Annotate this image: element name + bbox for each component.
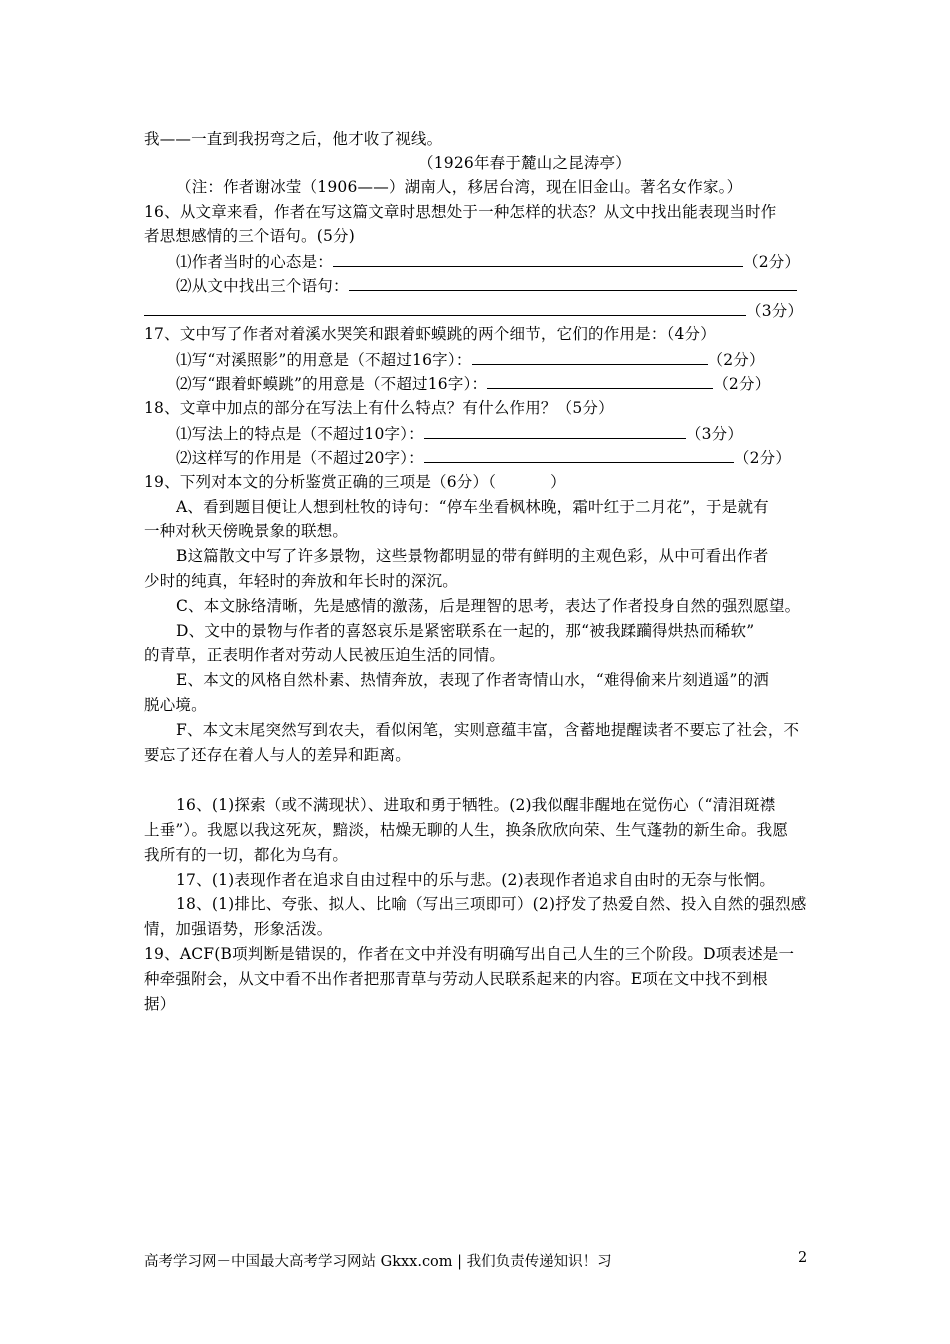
answer-16-line2: 上垂”）。我愿以我这死灰，黯淡，枯燥无聊的人生，换条欣欣向荣、生气蓬勃的新生命。我愿: [144, 821, 789, 839]
q17-part1-score: （2分）: [707, 351, 765, 369]
answer-16-line3: 我所有的一切，都化为乌有。: [144, 846, 349, 864]
author-note: （注：作者谢冰莹（1906——）湖南人，移居台湾，现在旧金山。著名女作家。）: [176, 178, 743, 196]
q16-part2-answer-blank[interactable]: [349, 274, 797, 291]
q16-part2: [176, 274, 797, 297]
q18-part2-score: （2分）: [733, 449, 792, 467]
q17-part2: [176, 372, 770, 395]
q18-part1-label: ⑴写法上的特点是（不超过10字）：: [176, 425, 424, 443]
q16-part1: [176, 250, 800, 273]
q17-part1-label: ⑴写“对溪照影”的用意是（不超过16字）：: [176, 351, 472, 369]
answer-18-line1: 18、(1)排比、夸张、拟人、比喻（写出三项即可）(2)抒发了热爱自然、投入自然的强烈感: [176, 895, 807, 913]
q17-part1-answer-blank[interactable]: [472, 348, 708, 365]
q16-part2-label: ⑵从文中找出三个语句：: [176, 277, 349, 295]
q16-stem-line2: 者思想感情的三个语句。(5分): [144, 227, 355, 245]
page-number: 2: [798, 1250, 808, 1266]
q19-option-a: A、看到题目便让人想到杜牧的诗句：“停车坐看枫林晚，霜叶红于二月花”，于是就有: [176, 498, 769, 516]
q16-part2-cont: [144, 299, 803, 322]
q19-option-b: B这篇散文中写了许多景物，这些景物都明显的带有鲜明的主观色彩，从中可看出作者: [176, 547, 769, 565]
q19-option-c: C、本文脉络清晰，先是感情的激荡，后是理智的思考，表达了作者投身自然的强烈愿望。: [176, 597, 801, 615]
q16-part2-answer-blank-2[interactable]: [144, 299, 746, 316]
q17-part2-answer-blank[interactable]: [487, 372, 713, 389]
dateline: （1926年春于麓山之昆涛亭）: [418, 154, 631, 172]
q19-option-e: E、本文的风格自然朴素、热情奔放，表现了作者寄情山水，“难得偷来片刻逍遥”的洒: [176, 671, 769, 689]
q19-stem-close: ）: [550, 473, 566, 491]
q19-option-d-cont: 的青草，正表明作者对劳动人民被压迫生活的同情。: [144, 646, 506, 664]
q16-part1-answer-blank[interactable]: [333, 250, 743, 267]
answer-18-line2: 情，加强语势，形象活泼。: [144, 920, 333, 938]
q19-stem-text: 19、下列对本文的分析鉴赏正确的三项是（6分）（: [144, 473, 497, 491]
q19-stem: [144, 471, 566, 493]
q18-part2-label: ⑵这样写的作用是（不超过20字）：: [176, 449, 424, 467]
answer-16-line1: 16、(1)探索（或不满现状）、进取和勇于牺牲。(2)我似醒非醒地在觉伤心（“清泪斑襟: [176, 796, 776, 814]
q16-stem-line1: 16、从文章来看，作者在写这篇文章时思想处于一种怎样的状态？从文中找出能表现当时作: [144, 203, 777, 221]
q19-option-e-cont: 脱心境。: [144, 696, 207, 714]
page-footer: 高考学习网－中国最大高考学习网站 Gkxx.com | 我们负责传递知识！习: [144, 1254, 612, 1270]
q19-option-b-cont: 少时的纯真，年轻时的奔放和年长时的深沉。: [144, 572, 459, 590]
q16-part1-score: （2分）: [743, 253, 801, 271]
q17-part2-score: （2分）: [713, 375, 771, 393]
q18-stem: 18、文章中加点的部分在写法上有什么特点？有什么作用？（5分）: [144, 399, 614, 417]
q17-part2-label: ⑵写“跟着虾蟆跳”的用意是（不超过16字）：: [176, 375, 488, 393]
q18-part1-score: （3分）: [685, 425, 744, 443]
answer-19-line2: 种牵强附会，从文中看不出作者把那青草与劳动人民联系起来的内容。E项在文中找不到根: [144, 970, 768, 988]
q19-option-a-cont: 一种对秋天傍晚景象的联想。: [144, 522, 349, 540]
q17-part1: [176, 348, 765, 371]
q16-part1-label: ⑴作者当时的心态是：: [176, 253, 334, 271]
answer-17: 17、(1)表现作者在追求自由过程中的乐与悲。(2)表现作者追求自由时的无奈与怅惘。: [176, 871, 776, 889]
q16-part2-score: （3分）: [746, 302, 804, 320]
answer-19-line3: 据）: [144, 995, 176, 1013]
q17-stem: 17、文中写了作者对着溪水哭笑和跟着虾蟆跳的两个细节，它们的作用是：（4分）: [144, 325, 716, 343]
q18-part1-answer-blank[interactable]: [424, 422, 686, 439]
q19-option-f-cont: 要忘了还存在着人与人的差异和距离。: [144, 746, 411, 764]
q18-part1: [176, 422, 743, 445]
q18-part2-answer-blank[interactable]: [424, 446, 734, 463]
q19-option-f: F、本文末尾突然写到农夫，看似闲笔，实则意蕴丰富，含蓄地提醒读者不要忘了社会，不: [176, 721, 800, 739]
passage-end: 我——一直到我拐弯之后，他才收了视线。: [144, 130, 443, 148]
q19-option-d: D、文中的景物与作者的喜怒哀乐是紧密联系在一起的，那“被我蹂躏得烘热而稀软”: [176, 622, 755, 640]
q18-part2: [176, 446, 791, 469]
answer-19-line1: 19、ACF(B项判断是错误的，作者在文中并没有明确写出自己人生的三个阶段。D项表述是一: [144, 945, 795, 963]
